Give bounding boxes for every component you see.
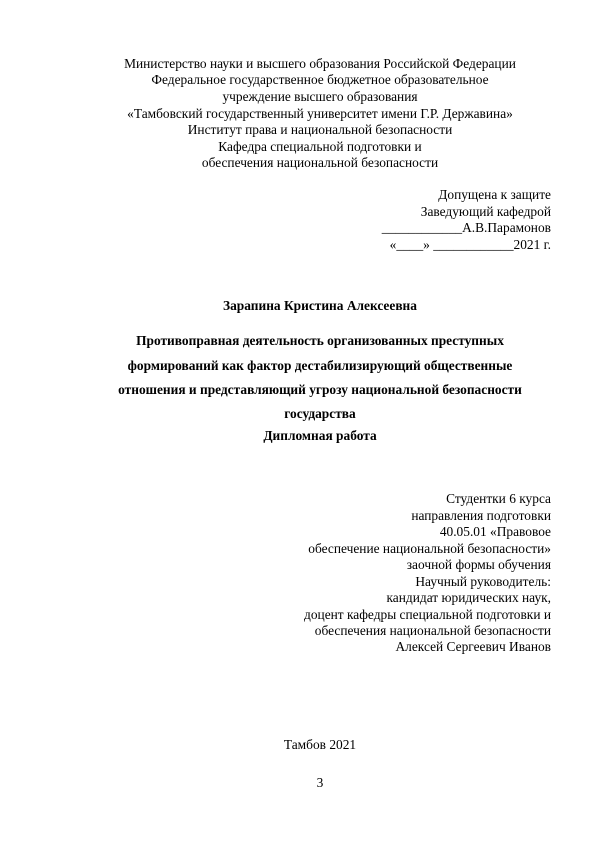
approval-date-line: «____» ____________2021 г. — [389, 237, 551, 252]
header-line-department-cont: обеспечения национальной безопасности — [201, 155, 439, 170]
header-line-institute: Институт права и национальной безопасности — [187, 122, 453, 137]
student-course: Студентки 6 курса — [446, 491, 551, 506]
header-line-department: Кафедра специальной подготовки и — [218, 139, 422, 154]
student-direction-name: обеспечение национальной безопасности» — [308, 541, 551, 556]
author-name: Зарапина Кристина Алексеевна — [223, 298, 417, 313]
supervisor-name: Алексей Сергеевич Иванов — [395, 639, 551, 654]
supervisor-label: Научный руководитель: — [415, 574, 551, 589]
header-line-institution-type: учреждение высшего образования — [222, 89, 418, 104]
page-number: 3 — [316, 775, 324, 790]
student-direction: направления подготовки — [411, 508, 551, 523]
approval-signature-line: ____________А.В.Парамонов — [381, 220, 551, 235]
title-line: формирований как фактор дестабилизирующий общественные — [127, 358, 513, 373]
supervisor-degree: кандидат юридических наук, — [386, 590, 551, 605]
work-type: Дипломная работа — [263, 428, 377, 443]
approval-head-of-department: Заведующий кафедрой — [420, 204, 551, 219]
title-line: Противоправная деятельность организованных преступных — [136, 333, 504, 348]
student-direction-code: 40.05.01 «Правовое — [439, 524, 551, 539]
supervisor-position-cont: обеспечения национальной безопасности — [314, 623, 551, 638]
student-study-form: заочной формы обучения — [406, 557, 551, 572]
header-line-university: «Тамбовский государственный университет имени Г.Р. Державина» — [127, 106, 513, 121]
title-line: государства — [284, 406, 356, 421]
supervisor-position: доцент кафедры специальной подготовки и — [304, 607, 551, 622]
approval-admitted: Допущена к защите — [438, 187, 551, 202]
city-year: Тамбов 2021 — [283, 737, 357, 752]
title-line: отношения и представляющий угрозу национальной безопасности — [118, 382, 522, 397]
header-line-federal: Федеральное государственное бюджетное образовательное — [151, 72, 489, 87]
header-line-ministry: Министерство науки и высшего образования Российской Федерации — [124, 56, 516, 71]
